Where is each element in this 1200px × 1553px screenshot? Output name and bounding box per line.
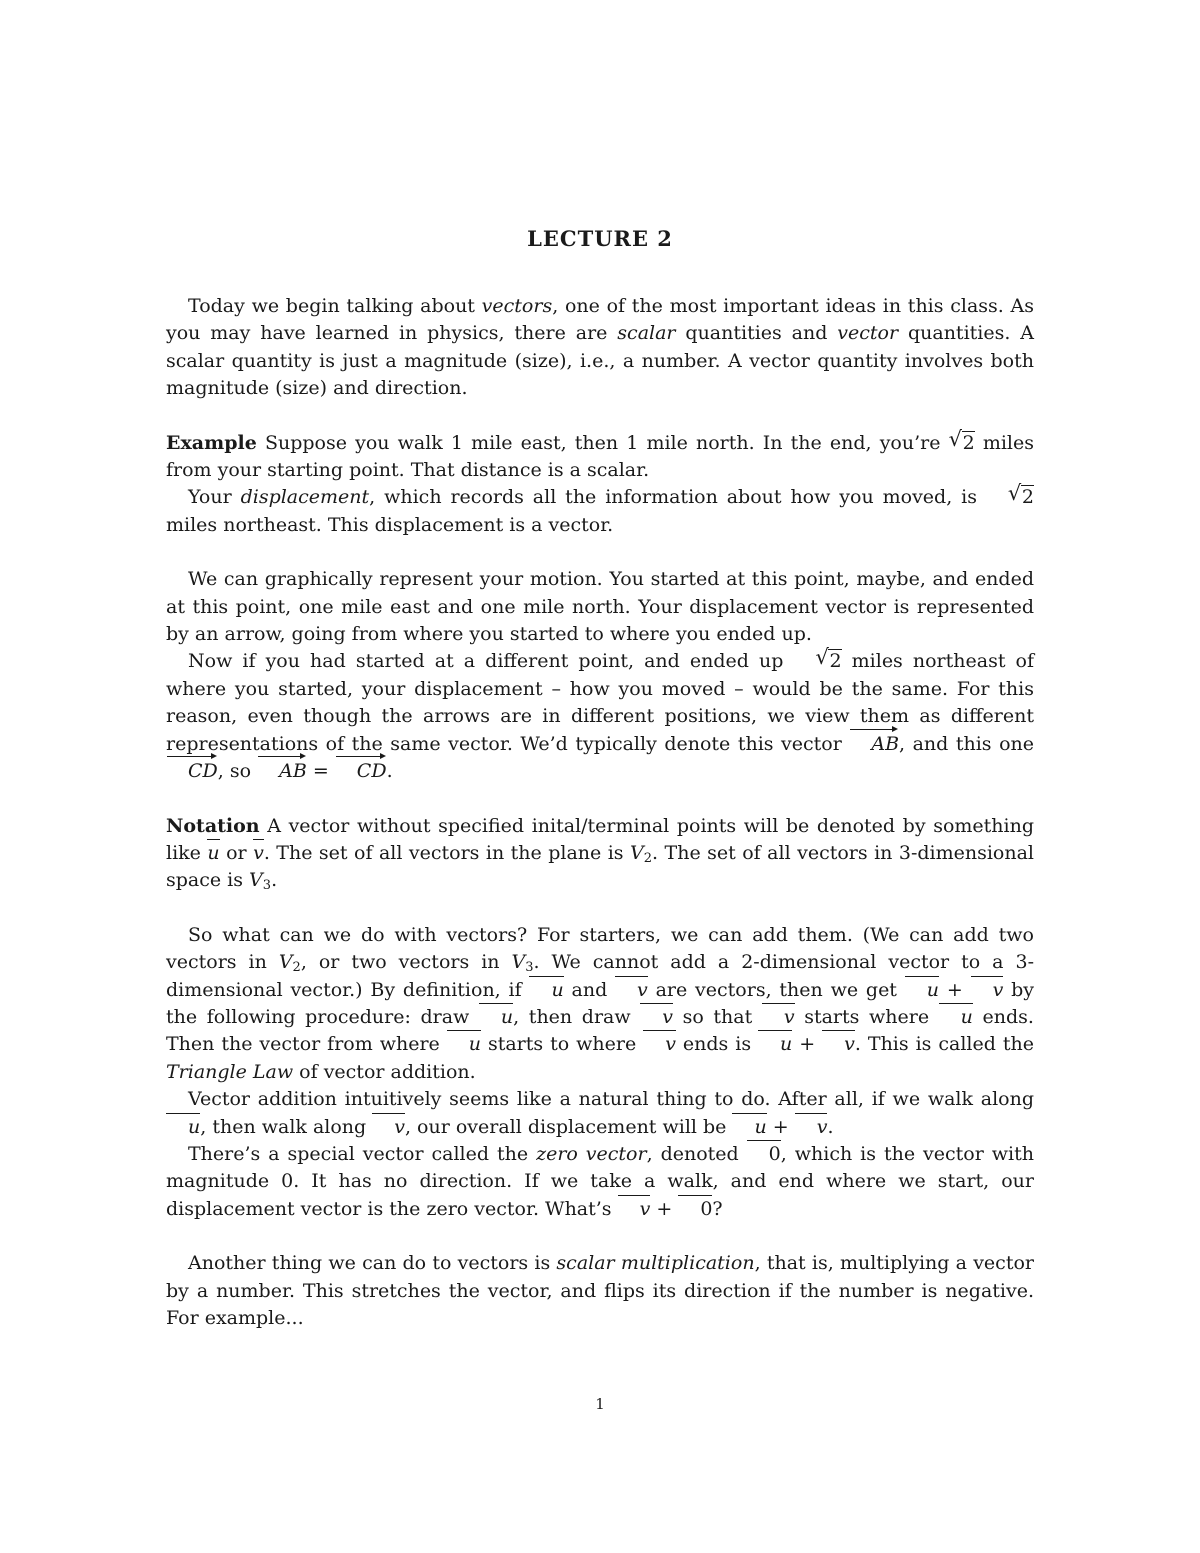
graphical-paragraph: We can graphically represent your motion. You started at this point, maybe, and ended at this point, one mile east and one mile north. Your displacement vector is represented by an arrow, going from where you started to where you ended up. [166,568,1034,646]
notation-label: Notation [166,814,260,837]
sqrt-symbol: √ 2 [1007,481,1035,509]
displacement-paragraph: Your displacement, which records all the information about how you moved, is √ 2 miles northeast. This displacement is a vector. [166,481,1035,536]
page-body [166,226,1034,1332]
zero-vector-paragraph: There’s a special vector called the zero vector, denoted 0, which is the vector with magnitude 0. It has no direction. If we take a walk, and end where we start, our displacement vector is the zero vector. What’s v + 0? [166,1141,1034,1223]
representation-paragraph: Now if you had started at a different point, and ended up √ 2 miles northeast of where you started, your displacement – how you moved – would be the same. For this reason, even though the arrows are in different positions, we view them as different representations of the same vector. We’d typically denote this vector AB, and this one CD, so AB = CD. [166,648,1034,785]
vector-CD: CD [335,758,387,785]
intro-paragraph: Today we begin talking about vectors, one of the most important ideas in this class. As you may have learned in physics, there are scalar quantities and vector quantities. A scalar quantity is just a magnitude (size), i.e., a number. A vector quantity involves both magnitude (size) and direction. [166,295,1035,400]
scalar-multiplication-paragraph: Another thing we can do to vectors is scalar multiplication, that is, multiplying a vector by a number. This stretches the vector, and flips its direction if the number is negative. For example... [166,1252,1034,1329]
vector-AB: AB [849,731,899,758]
intuition-paragraph: Vector addition intuitively seems like a natural thing to do. After all, if we walk along u, then walk along v, our overall displacement will be u + v. [166,1086,1034,1141]
vector-u: u [207,840,219,867]
page-title: LECTURE 2 [527,226,673,251]
example-paragraph: Example Suppose you walk 1 mile east, then 1 mile north. In the end, you’re √ 2 miles from your starting point. That distance is a scalar. [166,426,1034,482]
vector-AB: AB [257,758,307,785]
vector-CD: CD [166,758,218,785]
example-label: Example [166,431,257,454]
sqrt-symbol: √ 2 [948,426,975,454]
zero-vector: 0 [747,1141,781,1168]
page-number: 1 [595,1395,605,1413]
sqrt-symbol: √ 2 [815,645,842,673]
notation-paragraph: Notation A vector without specified inital/terminal points will be denoted by something like u or v. The set of all vectors in the plane is $V_2$. The set of all vectors in 3-dimensional space is $V_3$. [166,814,1035,894]
addition-paragraph: So what can we do with vectors? For starters, we can add them. (We can add two vectors in $V_2$, or two vectors in $V_3$. We cannot add a 2-dimensional vector to a 3-dimensional vector.) By definition, if u and v are vectors, then we get u + v by the following procedure: draw u, then draw v so that v starts where u ends. Then the vector from where u starts to where v ends is u + v. This is called the Triangle Law of vector addition. [166,923,1035,1083]
vector-v: v [253,840,264,867]
